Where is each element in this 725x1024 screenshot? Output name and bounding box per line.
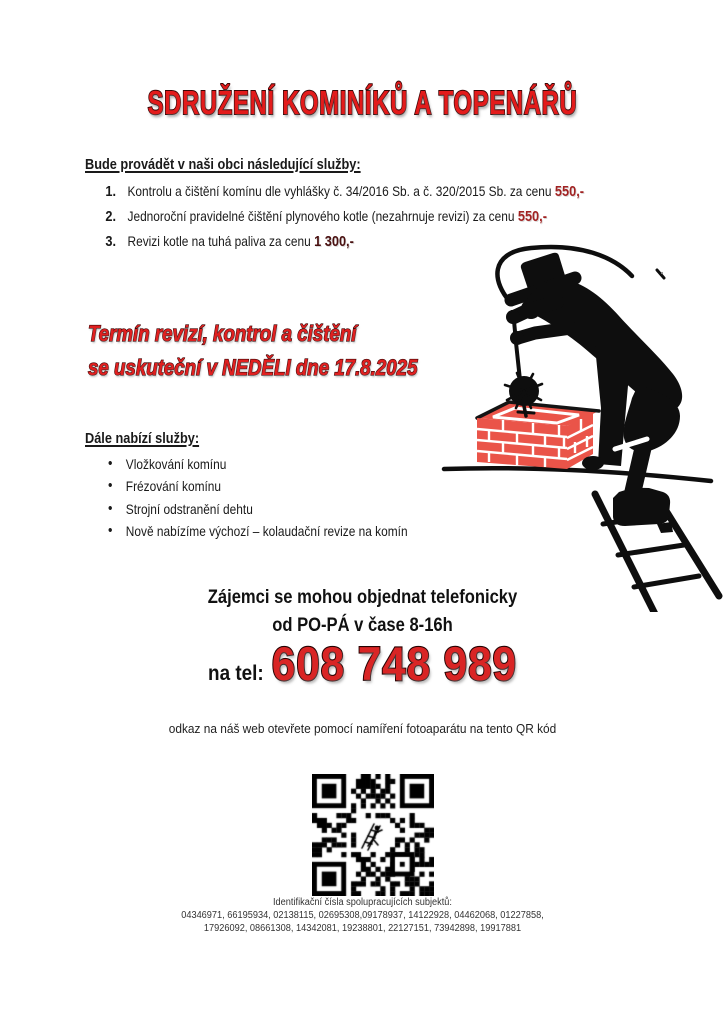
phone-label: na tel: bbox=[208, 662, 264, 685]
other-services-list bbox=[85, 453, 476, 543]
services-heading: Bude provádět v naši obci následující služby: bbox=[85, 156, 361, 173]
qr-code bbox=[312, 774, 434, 896]
list-item: • Frézování komínu bbox=[126, 475, 476, 497]
phone-row bbox=[36, 636, 689, 691]
chimney-brush bbox=[505, 310, 542, 416]
service-price: 550,- bbox=[517, 208, 547, 225]
service-item bbox=[85, 179, 629, 204]
service-text: Revizi kotle na tuhá paliva za cenu bbox=[127, 233, 311, 249]
page-title: SDRUŽENÍ KOMINÍKŮ A TOPENÁŘŮ bbox=[147, 84, 578, 121]
roof-line bbox=[444, 468, 711, 481]
phone-number: 608 748 989 bbox=[271, 637, 517, 690]
service-price: 1 300,- bbox=[314, 233, 354, 250]
footer-ids-line-2: 17926092, 08661308, 14342081, 19238801, 22127151, 73942898, 19917881 bbox=[203, 922, 522, 934]
list-item: • Vložkování komínu bbox=[126, 453, 476, 475]
date-notice-line-2: se uskuteční v NEDĚLI dne 17.8.2025 bbox=[88, 355, 418, 380]
qr-instruction: odkaz na náš web otevřete pomocí namíření fotoaparátu na tento QR kód bbox=[168, 722, 557, 736]
contact-block bbox=[54, 584, 670, 639]
date-notice-line-1: Termín revizí, kontrol a čištění bbox=[88, 321, 357, 346]
chimney bbox=[477, 402, 599, 469]
contact-line-2: od PO-PÁ v čase 8-16h bbox=[272, 613, 453, 636]
chimney-sweep-illustration bbox=[433, 240, 725, 612]
contact-line-1: Zájemci se mohou objednat telefonicky bbox=[207, 586, 518, 608]
service-number: 2. bbox=[105, 208, 117, 225]
footer-heading: Identifikační čísla spolupracujících subjektů: bbox=[273, 897, 452, 908]
service-number: 1. bbox=[105, 183, 117, 200]
service-price: 550,- bbox=[554, 183, 585, 200]
date-notice bbox=[88, 317, 417, 385]
other-services-heading: Dále nabízí služby: bbox=[85, 430, 200, 447]
list-item: • Strojní odstranění dehtu bbox=[126, 498, 476, 520]
footer-ids bbox=[29, 897, 696, 935]
service-item bbox=[85, 204, 629, 229]
service-text: Jednoroční pravidelné čištění plynového kotle (nezahrnuje revizi) za cenu bbox=[127, 208, 515, 224]
service-number: 3. bbox=[105, 233, 117, 250]
footer-ids-line-1: 04346971, 66195934, 02138115, 02695308,09178937, 14122928, 04462068, 01227858, bbox=[181, 909, 544, 921]
service-text: Kontrolu a čištění komínu dle vyhlášky č. 34/2016 Sb. a č. 320/2015 Sb. za cenu bbox=[127, 183, 552, 199]
list-item: • Nově nabízíme výchozí – kolaudační revize na komín bbox=[126, 520, 476, 542]
